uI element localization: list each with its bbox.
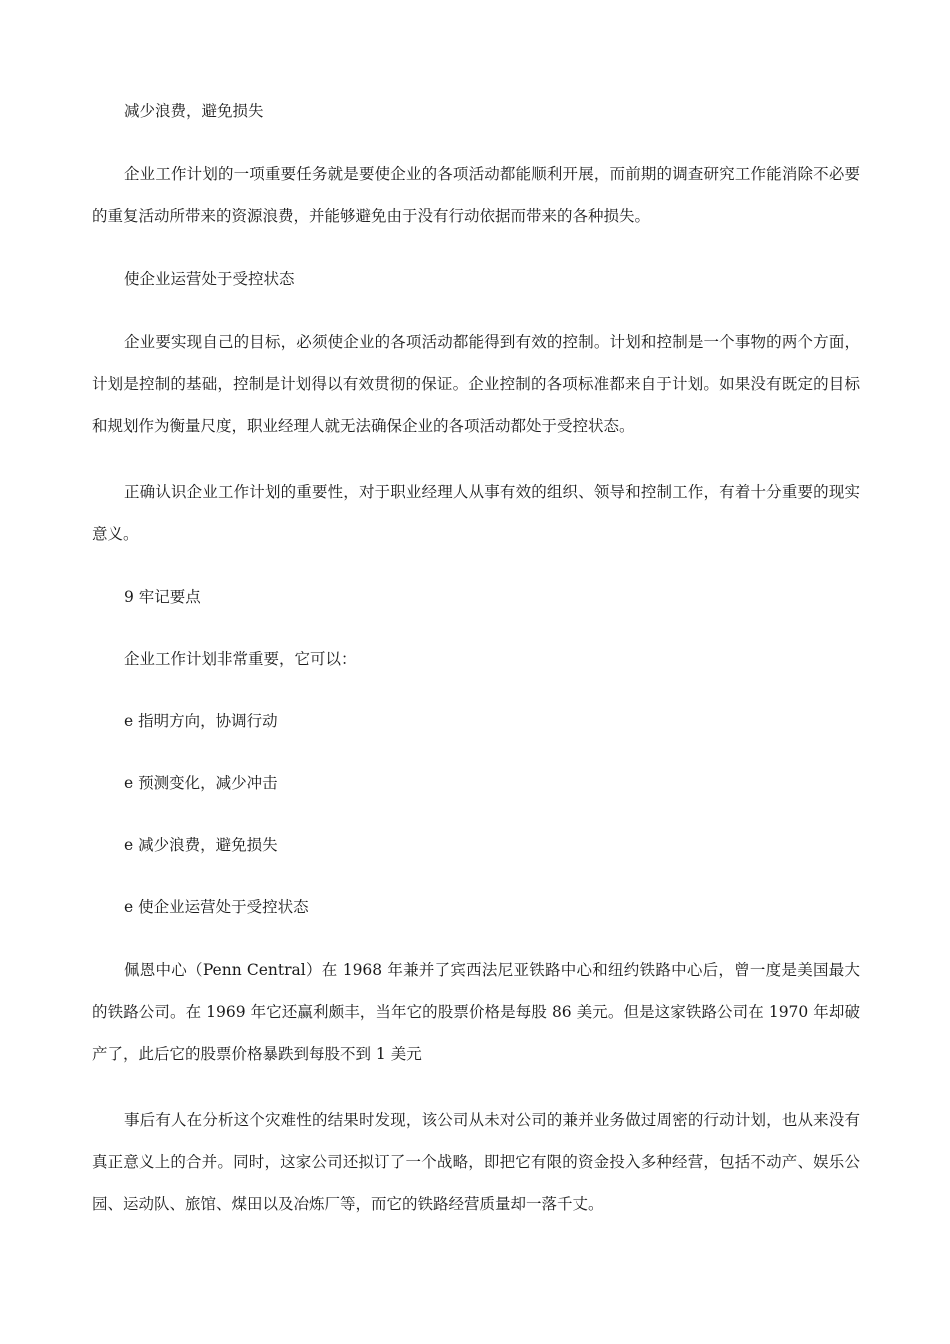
bullet-controlled-state: e 使企业运营处于受控状态: [124, 898, 309, 916]
paragraph-analysis: 事后有人在分析这个灾难性的结果时发现，该公司从未对公司的兼并业务做过周密的行动计划，也从来没有真正意义上的合并。同时，这家公司还拟订了一个战略，即把它有限的资金投入多种经营，包括不动产、娱乐公园、运动队、旅馆、煤田以及冶炼厂等，而它的铁路经营质量却一落千丈。: [92, 1111, 860, 1213]
heading-controlled-state: 使企业运营处于受控状态: [124, 270, 295, 288]
paragraph-control-body: 企业要实现自己的目标，必须使企业的各项活动都能得到有效的控制。计划和控制是一个事物的两个方面，计划是控制的基础，控制是计划得以有效贯彻的保证。企业控制的各项标准都来自于计划。如果没有既定的目标和规划作为衡量尺度，职业经理人就无法确保企业的各项活动都处于受控状态。: [92, 333, 860, 435]
bullet-reduce-waste: e 减少浪费，避免损失: [124, 836, 278, 854]
heading-reduce-waste: 减少浪费，避免损失: [124, 102, 264, 120]
bullet-predict: e 预测变化，减少冲击: [124, 774, 278, 792]
bullet-direction: e 指明方向，协调行动: [124, 712, 278, 730]
paragraph-key-points-intro: 企业工作计划非常重要，它可以：: [124, 650, 357, 668]
paragraph-importance: 正确认识企业工作计划的重要性，对于职业经理人从事有效的组织、领导和控制工作，有着十分重要的现实意义。: [92, 483, 860, 543]
paragraph-reduce-waste-body: 企业工作计划的一项重要任务就是要使企业的各项活动都能顺利开展，而前期的调查研究工作能消除不必要的重复活动所带来的资源浪费，并能够避免由于没有行动依据而带来的各种损失。: [92, 165, 860, 225]
paragraph-penn-central: 佩恩中心（Penn Central）在 1968 年兼并了宾西法尼亚铁路中心和纽约铁路中心后，曾一度是美国最大的铁路公司。在 1969 年它还赢利颇丰，当年它的股票价格是每股 86 美元。但是这家铁路公司在 1970 年却破产了，此后它的股票价格暴跌到每股不到 1 美元: [92, 961, 860, 1063]
heading-key-points: 9 牢记要点: [124, 588, 201, 606]
